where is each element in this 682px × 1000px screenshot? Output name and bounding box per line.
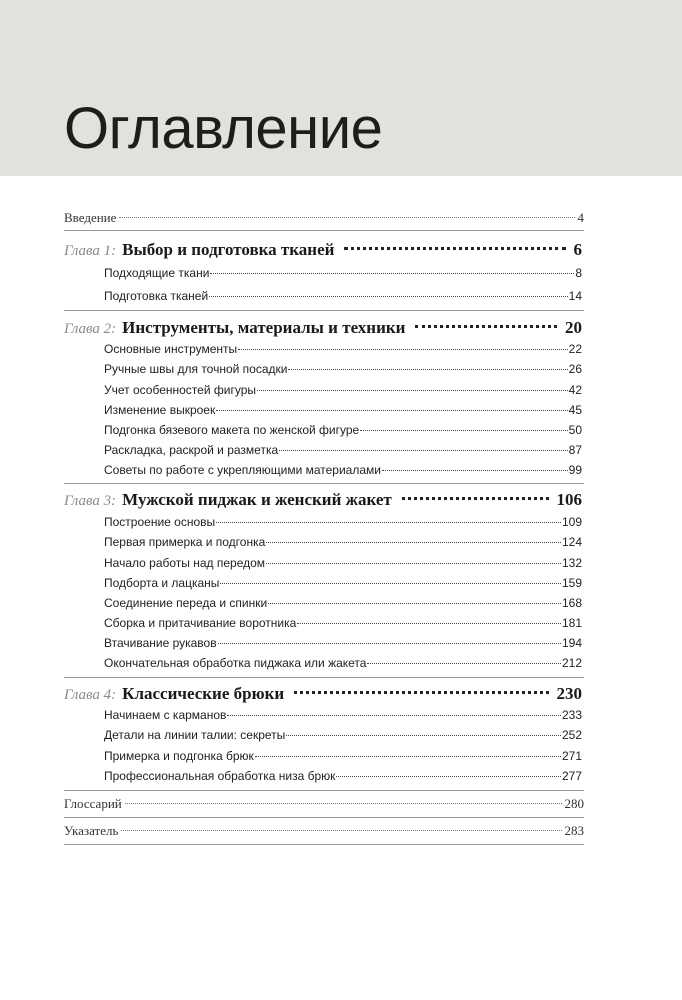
divider xyxy=(64,790,584,791)
section-label: Учет особенностей фигуры xyxy=(104,383,256,397)
section-label: Ручные швы для точной посадки xyxy=(104,362,288,376)
section-page: 194 xyxy=(561,636,582,650)
dot-leader xyxy=(415,325,557,328)
toc-section[interactable] xyxy=(104,728,582,742)
toc-section[interactable] xyxy=(104,383,582,397)
chapter-number: Глава 3: xyxy=(64,493,117,509)
toc-section[interactable] xyxy=(104,266,582,280)
dot-leader xyxy=(294,691,548,694)
toc-section[interactable] xyxy=(104,423,582,437)
toc-section[interactable] xyxy=(104,362,582,376)
section-page: 233 xyxy=(561,708,582,722)
toc-section[interactable] xyxy=(104,463,582,477)
toc-section[interactable] xyxy=(104,289,582,303)
dot-leader xyxy=(344,247,565,250)
dot-leader xyxy=(382,470,568,471)
divider xyxy=(64,677,584,678)
section-label: Построение основы xyxy=(104,515,216,529)
toc-section[interactable] xyxy=(104,535,582,549)
dot-leader xyxy=(266,542,561,543)
section-label: Втачивание рукавов xyxy=(104,636,217,650)
dot-leader xyxy=(119,217,574,218)
toc-entry-label: Указатель xyxy=(64,823,119,838)
dot-leader xyxy=(268,603,561,604)
chapter-page: 6 xyxy=(573,240,582,259)
section-page: 42 xyxy=(568,383,582,397)
toc-entry-label: Введение xyxy=(64,210,117,225)
dot-leader xyxy=(360,430,567,431)
toc-section[interactable] xyxy=(104,749,582,763)
chapter-number: Глава 1: xyxy=(64,243,117,259)
dot-leader xyxy=(216,522,561,523)
section-page: 109 xyxy=(561,515,582,529)
chapter-page: 20 xyxy=(565,318,582,337)
toc-section[interactable] xyxy=(104,636,582,650)
divider xyxy=(64,310,584,311)
dot-leader xyxy=(216,410,567,411)
chapter-title: Классические брюки xyxy=(122,684,285,703)
toc-chapter-3[interactable] xyxy=(64,490,582,510)
toc-section[interactable] xyxy=(104,708,582,722)
section-page: 14 xyxy=(568,289,582,303)
section-page: 124 xyxy=(561,535,582,549)
toc-section[interactable] xyxy=(104,443,582,457)
toc-section[interactable] xyxy=(104,596,582,610)
dot-leader xyxy=(209,296,567,297)
toc-entry-intro[interactable] xyxy=(64,210,584,226)
section-label: Начинаем с карманов xyxy=(104,708,227,722)
section-label: Соединение переда и спинки xyxy=(104,596,268,610)
section-label: Профессиональная обработка низа брюк xyxy=(104,769,336,783)
section-page: 271 xyxy=(561,749,582,763)
section-page: 50 xyxy=(568,423,582,437)
chapter-title: Мужской пиджак и женский жакет xyxy=(122,490,392,509)
section-label: Примерка и подгонка брюк xyxy=(104,749,254,763)
section-page: 26 xyxy=(568,362,582,376)
divider xyxy=(64,844,584,845)
section-label: Начало работы над передом xyxy=(104,556,266,570)
dot-leader xyxy=(336,776,561,777)
divider xyxy=(64,483,584,484)
dot-leader xyxy=(286,735,561,736)
dot-leader xyxy=(227,715,561,716)
dot-leader xyxy=(210,273,574,274)
dot-leader xyxy=(121,830,561,831)
section-label: Подготовка тканей xyxy=(104,289,209,303)
section-page: 181 xyxy=(561,616,582,630)
dot-leader xyxy=(266,563,561,564)
dot-leader xyxy=(220,583,561,584)
chapter-page: 106 xyxy=(556,490,582,509)
section-label: Изменение выкроек xyxy=(104,403,216,417)
toc-section[interactable] xyxy=(104,342,582,356)
section-page: 212 xyxy=(561,656,582,670)
toc-entry-page: 280 xyxy=(564,796,584,811)
dot-leader xyxy=(125,803,562,804)
toc-chapter-2[interactable] xyxy=(64,318,582,338)
dot-leader xyxy=(279,450,568,451)
section-label: Первая примерка и подгонка xyxy=(104,535,266,549)
section-label: Подгонка бязевого макета по женской фигуре xyxy=(104,423,360,437)
toc-entry-label: Глоссарий xyxy=(64,796,122,811)
section-page: 99 xyxy=(568,463,582,477)
section-label: Детали на линии талии: секреты xyxy=(104,728,286,742)
toc-entry-glossary[interactable] xyxy=(64,796,584,812)
chapter-title: Инструменты, материалы и техники xyxy=(122,318,406,337)
dot-leader xyxy=(402,497,549,500)
section-page: 45 xyxy=(568,403,582,417)
dot-leader xyxy=(367,663,561,664)
toc-chapter-1[interactable] xyxy=(64,240,582,260)
toc-entry-index[interactable] xyxy=(64,823,584,839)
section-label: Раскладка, раскрой и разметка xyxy=(104,443,279,457)
section-page: 22 xyxy=(568,342,582,356)
section-label: Подходящие ткани xyxy=(104,266,210,280)
section-label: Подборта и лацканы xyxy=(104,576,220,590)
section-page: 168 xyxy=(561,596,582,610)
toc-entry-page: 283 xyxy=(564,823,584,838)
toc-section[interactable] xyxy=(104,556,582,570)
chapter-number: Глава 4: xyxy=(64,687,117,703)
chapter-title: Выбор и подготовка тканей xyxy=(122,240,335,259)
section-page: 8 xyxy=(575,266,582,280)
toc-section[interactable] xyxy=(104,616,582,630)
section-page: 159 xyxy=(561,576,582,590)
section-label: Окончательная обработка пиджака или жакета xyxy=(104,656,367,670)
toc-section[interactable] xyxy=(104,769,582,783)
dot-leader xyxy=(255,756,561,757)
toc-section[interactable] xyxy=(104,576,582,590)
dot-leader xyxy=(238,349,567,350)
chapter-number: Глава 2: xyxy=(64,321,117,337)
dot-leader xyxy=(288,369,567,370)
toc-chapter-4[interactable] xyxy=(64,684,582,704)
toc-section[interactable] xyxy=(104,403,582,417)
dot-leader xyxy=(257,390,568,391)
section-label: Сборка и притачивание воротника xyxy=(104,616,297,630)
section-label: Советы по работе с укрепляющими материалами xyxy=(104,463,381,477)
section-label: Основные инструменты xyxy=(104,342,238,356)
toc-section[interactable] xyxy=(104,515,582,529)
dot-leader xyxy=(297,623,561,624)
toc-entry-page: 4 xyxy=(577,210,584,225)
divider xyxy=(64,817,584,818)
chapter-page: 230 xyxy=(556,684,582,703)
section-page: 277 xyxy=(561,769,582,783)
section-page: 252 xyxy=(561,728,582,742)
page-title: Оглавление xyxy=(64,96,383,161)
section-page: 87 xyxy=(568,443,582,457)
toc-section[interactable] xyxy=(104,656,582,670)
dot-leader xyxy=(218,643,561,644)
divider xyxy=(64,230,584,231)
section-page: 132 xyxy=(561,556,582,570)
